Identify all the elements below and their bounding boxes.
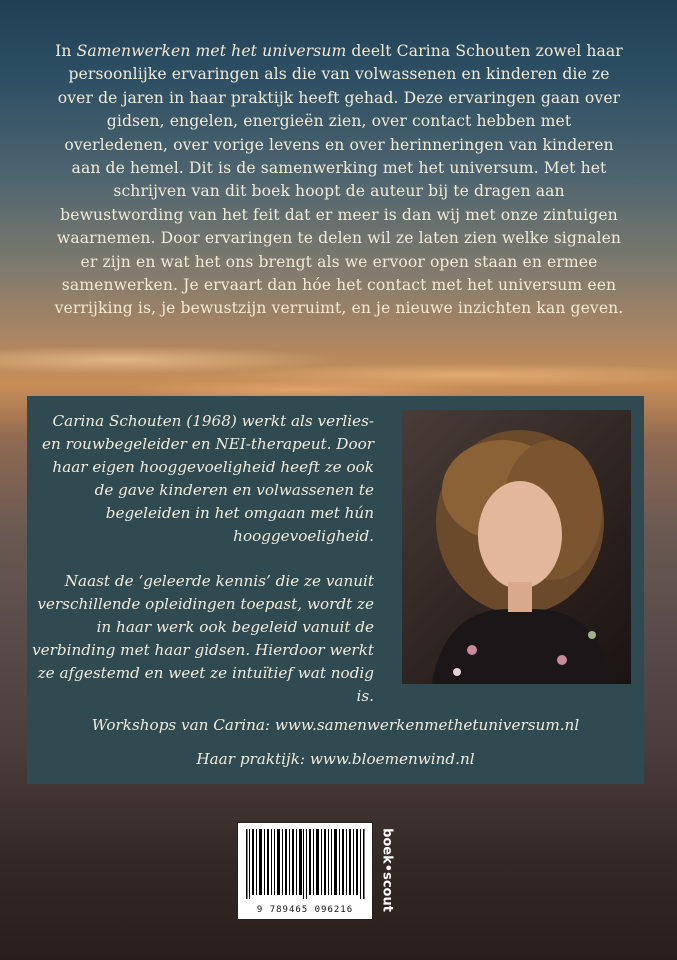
practice-link[interactable]: Haar praktijk: www.bloemenwind.nl (196, 750, 475, 768)
bio-paragraph-2: Naast de ‘geleerde kennis’ die ze vanuit verschillende opleidingen toepast, wordt ze in haar werk ook begeleid vanuit de verbinding met haar gidsen. Hierdoor werkt ze afgestemd en weet ze intuïtief wat nodig is. (32, 572, 374, 705)
book-description (54, 40, 624, 321)
isbn-barcode (237, 822, 373, 920)
isbn-number: 9 789465 096216 (256, 905, 354, 915)
author-links (30, 708, 641, 776)
author-photo (402, 410, 631, 684)
book-title: Samenwerken met het universum (76, 42, 347, 60)
publisher-logo (376, 822, 398, 918)
author-bio (30, 410, 374, 730)
publisher-name: boek•scout (379, 828, 395, 912)
workshops-link[interactable]: Workshops van Carina: www.samenwerkenmethetuniversum.nl (91, 716, 580, 734)
intro-text: deelt Carina Schouten zowel haar persoonlijke ervaringen als die van volwassenen en kinderen die ze over de jaren in haar praktijk heeft gehad. Deze ervaringen gaan over gidsen, engelen, energieën zien, over contact hebben met overledenen, over vorige levens en over herinneringen van kinderen aan de hemel. Dit is de samenwerking met het universum. Met het schrijven van dit boek hoopt de auteur bij te dragen aan bewustwording van het feit dat er meer is dan wij met onze zintuigen waarnemen. Door ervaringen te delen wil ze laten zien welke signalen er zijn en wat het ons brengt als we ervoor open staan en ermee samenwerken. Je ervaart dan hóe het contact met het universum een verrijking is, je bewustzijn verruimt, en je nieuwe inzichten kan geven. (54, 42, 624, 318)
barcode-bars (238, 823, 372, 903)
bio-paragraph-1: Carina Schouten (1968) werkt als verlies- en rouwbegeleider en NEI-therapeut. Door haar eigen hooggevoeligheid heeft ze ook de gave kinderen en volwassenen te begeleiden in het omgaan met hún hooggevoeligheid. (42, 412, 374, 545)
intro-prefix: In (55, 42, 77, 60)
